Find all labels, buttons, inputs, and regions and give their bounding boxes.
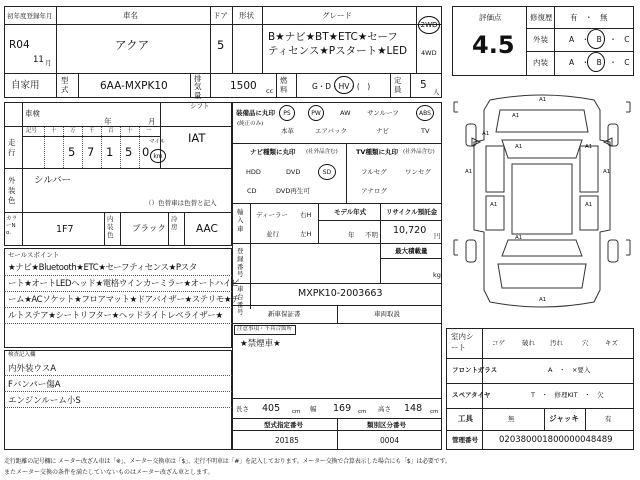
hgt-value: 148 xyxy=(404,403,423,414)
hgt-unit: cm xyxy=(430,409,439,415)
interior-item-1: 破れ xyxy=(522,339,535,347)
equip-navi: ナビ xyxy=(376,127,389,135)
ext-label: 外装 xyxy=(533,35,548,44)
repair-opts: 有 ・ 無 xyxy=(570,13,608,22)
reg-label: 初年度登録年月 xyxy=(7,12,53,20)
fuel-label: 燃料 xyxy=(280,76,288,94)
glass-opts: A ・ ×要入 xyxy=(548,366,591,374)
diagram-label-8: A1 xyxy=(585,202,593,208)
diagram-label-0: A1 xyxy=(539,97,547,103)
equip-ps-circle xyxy=(279,105,295,121)
navi-sd: SD xyxy=(322,168,332,176)
equip-abs: ABS xyxy=(419,109,431,117)
mileage-digit-1: 7 xyxy=(87,145,95,159)
navi-sd-circle xyxy=(318,164,336,180)
tv-sub: (社外品含む) xyxy=(403,149,435,155)
jack-value: 有 xyxy=(605,415,612,423)
cap-unit: 人 xyxy=(433,88,440,96)
tv-label: TV種類に丸印 xyxy=(356,148,398,156)
tools-label: 工具 xyxy=(458,414,473,423)
diagram-label-9: A1 xyxy=(515,235,523,241)
inspector-line-1: Fバンパー傷A xyxy=(8,380,61,390)
import-label: 輸入車 xyxy=(237,208,244,233)
equip-abs-circle xyxy=(416,105,434,121)
mileage-unit-1: 十 xyxy=(51,128,57,134)
color-note: （）色替車は色替と記入 xyxy=(145,199,217,207)
diagram-label-4: A1 xyxy=(585,144,593,150)
tools-value: 無 xyxy=(508,415,515,423)
drive-4wd: 4WD xyxy=(421,49,437,57)
door-value: 5 xyxy=(217,38,225,52)
import-dealer: ディーラー xyxy=(256,211,288,219)
mileage-unit-3: 千 xyxy=(89,128,95,134)
sales-line-0: ★ナビ★Bluetooth★ETC★セーフティセンス★Pスタ xyxy=(8,263,197,273)
mileage-digit-4: 0 xyxy=(142,145,150,159)
mileage-unit-5: 十 xyxy=(127,128,133,134)
int-color-value: ブラック xyxy=(132,224,166,234)
drive-2wd-circle xyxy=(418,16,440,34)
warranty-label: 新車保証書 xyxy=(268,310,301,318)
sales-label: セールスポイント xyxy=(8,251,60,259)
equip-sub: (純正のみ) xyxy=(237,121,264,127)
chassis-label: 車台番号 xyxy=(237,285,244,317)
drive-2wd: 2WD xyxy=(420,21,438,29)
mileage-unit-6: 一 xyxy=(146,128,152,134)
footer-note-line-1: 走行距離の記号欄に メーター改ざん車は「※」、メーター交換車は「$」、走行不明車は「#」を記入しております。メーター交換で合算表示した場合にも「$」は必要です。 xyxy=(4,458,451,465)
equip-label: 装備品に丸印 xyxy=(236,109,275,117)
cap-label: 定員 xyxy=(394,76,402,94)
mgmt-value: 020380001800000048489 xyxy=(499,435,613,445)
score-value: 4.5 xyxy=(472,31,515,59)
disp-unit: cc xyxy=(266,87,274,95)
notes-text: ★禁煙車★ xyxy=(240,339,281,349)
diagram-label-1: A1 xyxy=(512,113,520,119)
int-b-circle xyxy=(587,52,605,72)
type-cert-label: 型式指定番号 xyxy=(264,421,303,429)
interior-item-2: 汚れ xyxy=(550,339,563,347)
sales-line-2: ーム★ACソケット★フロアマット★ドアバイザー★ステリモ★チ xyxy=(8,295,240,305)
recycle-label: リサイクル預託金 xyxy=(386,208,438,216)
import-right: 右H xyxy=(300,211,312,219)
len-unit: cm xyxy=(292,409,301,415)
equip-tv: TV xyxy=(421,127,430,135)
import-left: 左H xyxy=(300,230,312,238)
tv-fullseg: フルセグ xyxy=(361,168,387,176)
mileage-label: 走行 xyxy=(8,138,16,157)
interior-item-0: コゲ xyxy=(492,339,505,347)
len-value: 405 xyxy=(262,403,281,414)
wid-unit: cm xyxy=(358,409,367,415)
diagram-label-10: A1 xyxy=(539,297,547,303)
wid-value: 169 xyxy=(333,403,352,414)
score-label: 評価点 xyxy=(479,13,502,22)
navi-dvd-play: DVD再生可 xyxy=(276,187,310,195)
ac-value: AAC xyxy=(196,223,218,235)
glass-label: フロントガラス xyxy=(452,366,498,374)
jack-label: ジャッキ xyxy=(549,414,579,423)
grade-label: グレード xyxy=(322,11,352,20)
shape-label: 形状 xyxy=(239,11,254,20)
navi-dvd: DVD xyxy=(286,168,301,176)
tv-oneseg: ワンセグ xyxy=(405,168,431,176)
use-value: 自家用 xyxy=(11,80,40,91)
int-color-label: 内装色 xyxy=(107,215,114,239)
equip-pw-circle xyxy=(308,105,324,121)
class-value: 0004 xyxy=(380,436,400,445)
notes-label: 注意事項・不具合箇所 xyxy=(237,326,293,332)
ac-label: 冷房 xyxy=(171,215,178,231)
inspector-label: 検査記入欄 xyxy=(8,352,36,358)
inspector-line-0: 内外装ウスA xyxy=(8,364,57,374)
chassis-value: MXPK10-2003663 xyxy=(298,288,383,299)
type-cert-value: 20185 xyxy=(275,436,299,445)
equip-aw: AW xyxy=(340,109,351,117)
equip-pw: PW xyxy=(311,109,321,117)
recycle-unit: 円 xyxy=(434,232,441,240)
color-label: 外装色 xyxy=(8,176,16,205)
diagram-label-2: A1 xyxy=(482,131,490,137)
model-label: 車名 xyxy=(123,11,138,20)
inspect-month: 月 xyxy=(148,117,156,126)
door-label: ドア xyxy=(213,11,228,20)
int-label: 内装 xyxy=(533,58,548,67)
mileage-unit-0: 記号 xyxy=(26,128,38,134)
manual-label: 車両取説 xyxy=(374,310,400,318)
sales-line-3: ルトステア★シートリフター★ヘッドライトレベライザー★ xyxy=(8,311,223,321)
repair-label: 修復歴 xyxy=(530,13,553,22)
color-code-value: 1F7 xyxy=(56,224,74,235)
max-load-unit: kg xyxy=(433,271,441,279)
car-body-diagram xyxy=(450,80,634,320)
disp-value: 1500 xyxy=(230,80,257,92)
spare-opts: T ・ 修理KIT ・ 欠 xyxy=(531,391,604,399)
model-year-unit: 年 xyxy=(348,231,355,239)
equip-leather: 本革 xyxy=(281,127,294,135)
max-load-label: 最大積載量 xyxy=(395,247,428,255)
reg-month: 11 xyxy=(33,55,44,65)
mileage-digit-0: 5 xyxy=(68,145,76,159)
ext-opts: A ・ B ・ C xyxy=(569,35,630,44)
sales-line-1: ート★オートLEDヘッド★電格ウインカーミラー★オートハイビ xyxy=(8,279,240,289)
color-value: シルバー xyxy=(34,175,72,186)
shift-label: シフト xyxy=(190,102,210,110)
spare-label: スペアタイヤ xyxy=(452,391,491,399)
wid-label: 幅 xyxy=(310,405,317,413)
type-label: 型式 xyxy=(61,76,69,94)
color-code-label: カラーNo. xyxy=(6,216,18,237)
inspector-line-2: エンジンルーム小S xyxy=(8,396,81,406)
shift-value: IAT xyxy=(188,131,206,145)
navi-cd: CD xyxy=(247,187,257,195)
mgmt-label: 管理番号 xyxy=(452,436,478,444)
equip-sunroof: サンルーフ xyxy=(367,109,399,117)
mileage-unit-4: 百 xyxy=(108,128,114,134)
interior-item-4: キズ xyxy=(605,339,618,347)
equip-airbag: エアバック xyxy=(315,127,347,135)
navi-sub: (社外品含む) xyxy=(306,149,338,155)
reg-era: R04 xyxy=(9,39,30,51)
model-year-unknown: 不明 xyxy=(365,231,378,239)
reg-month-unit: 月 xyxy=(45,59,52,67)
ext-b-circle xyxy=(587,29,605,49)
mileage-digit-2: 1 xyxy=(106,145,114,159)
reg-no-label: 登録番号 xyxy=(237,247,244,279)
fuel-hv-circle xyxy=(334,76,354,94)
mile-label: マイル xyxy=(149,139,166,145)
inspect-label: 車検 xyxy=(25,109,40,118)
diagram-label-3: A1 xyxy=(515,144,523,150)
disp-label: 排気量 xyxy=(194,74,202,100)
diagram-label-7: A1 xyxy=(490,202,498,208)
class-label: 類別区分番号 xyxy=(367,421,406,429)
km-label: km xyxy=(153,152,163,160)
equip-ps: PS xyxy=(283,109,291,117)
mileage-digit-3: 5 xyxy=(125,145,133,159)
recycle-value: 10,720 xyxy=(393,225,427,236)
fuel-value: G・D・HV・( ) xyxy=(312,82,371,91)
navi-label: ナビ種類に丸印 xyxy=(250,148,296,156)
grade-value: B★ナビ★BT★ETC★セーフティセンス★Pスタート★LED xyxy=(268,31,408,58)
footer-note-line-2: またメーター交換の条件を満たしていないものはメーター改ざん車とします。 xyxy=(4,469,214,476)
hgt-label: 高さ xyxy=(378,405,391,413)
tv-analog: アナログ xyxy=(361,187,387,195)
model-value: アクア xyxy=(115,38,150,52)
km-circle xyxy=(150,149,166,163)
mileage-unit-2: 万 xyxy=(70,128,76,134)
int-opts: A ・ B ・ C xyxy=(569,58,630,67)
type-value: 6AA-MXPK10 xyxy=(100,80,168,92)
import-parallel: 並行 xyxy=(266,230,279,238)
diagram-label-6: A1 xyxy=(603,169,611,175)
interior-label: 室内シート xyxy=(451,332,474,352)
navi-hdd: HDD xyxy=(246,168,261,176)
cap-value: 5 xyxy=(420,79,427,91)
inspect-year: 年 xyxy=(104,117,112,126)
len-label: 長さ xyxy=(236,405,249,413)
interior-item-3: 穴 xyxy=(582,339,589,347)
model-year-label: モデル年式 xyxy=(334,208,367,216)
diagram-label-5: A1 xyxy=(465,169,473,175)
